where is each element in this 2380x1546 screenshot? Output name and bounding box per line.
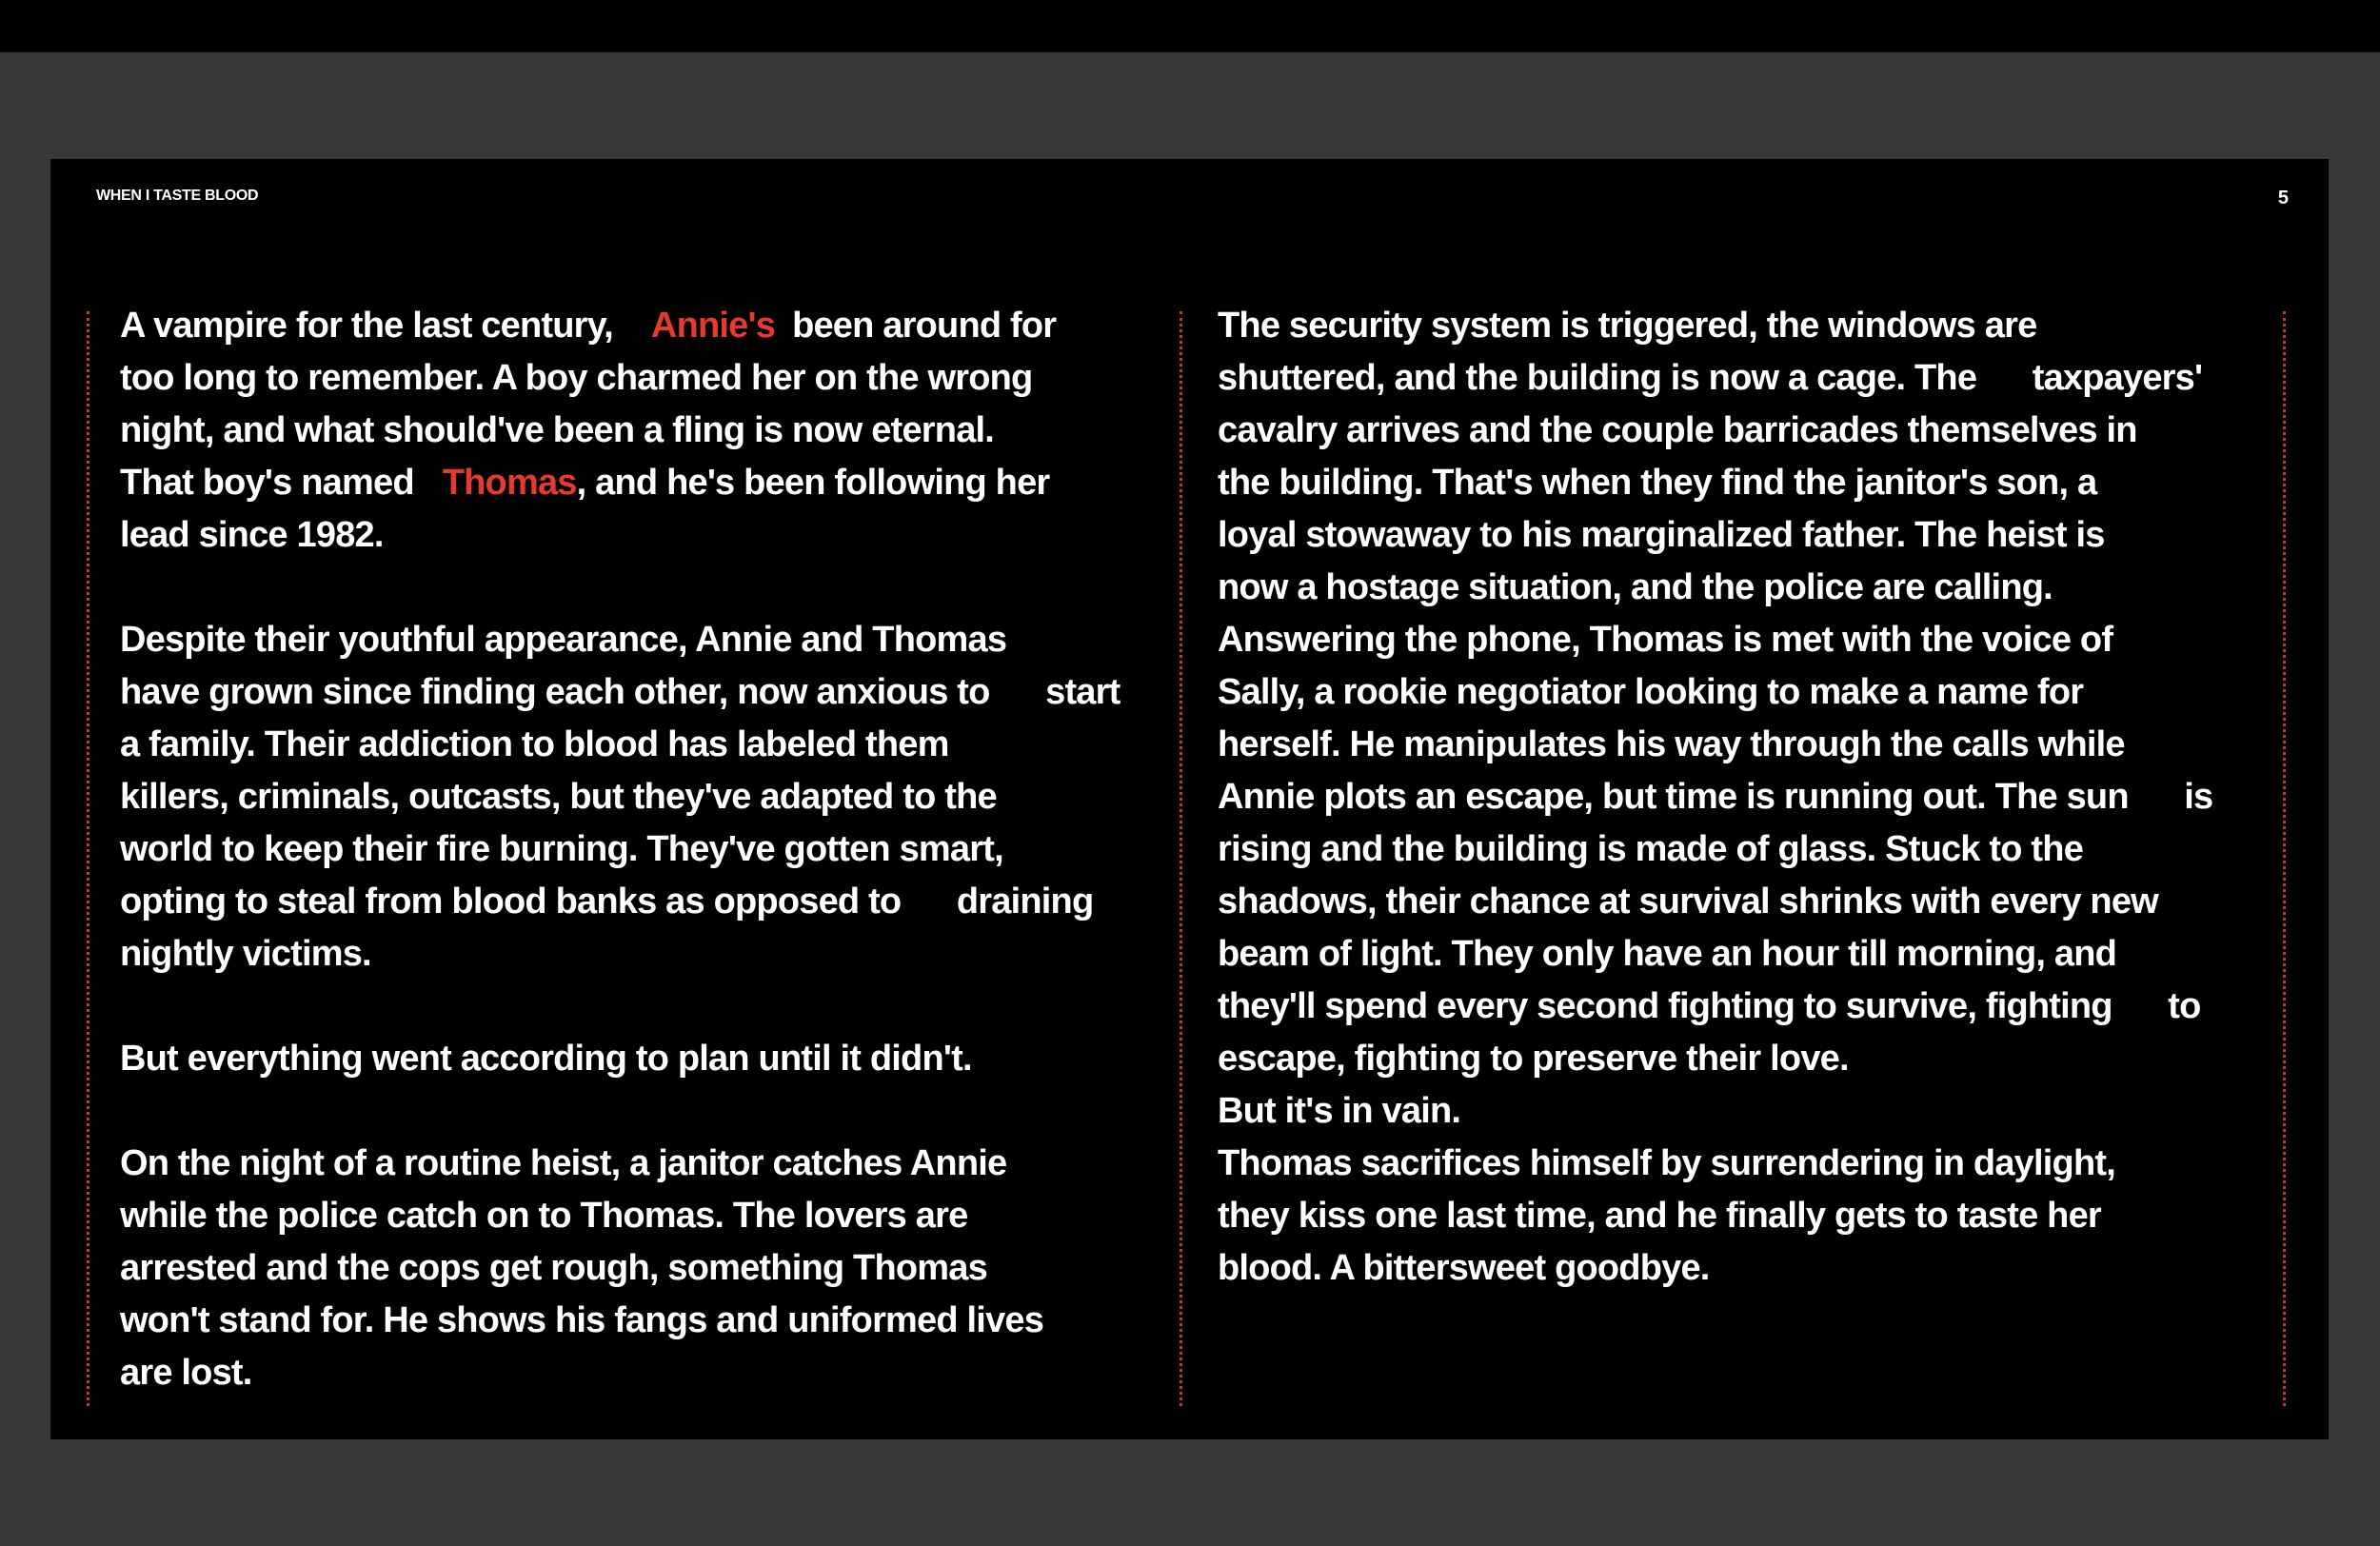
paragraph-plan <box>120 1033 1167 1085</box>
highlight-thomas: Thomas <box>442 463 577 503</box>
top-bar <box>0 0 2380 52</box>
text-line: now a hostage situation, and the police are calling. <box>1218 567 2053 607</box>
text-run: That boy's named <box>120 463 414 503</box>
text-run: , and he's been following her <box>576 463 1050 503</box>
text-line: Sally, a rookie negotiator looking to make a name for <box>1218 672 2084 712</box>
text-line: opting to steal from blood banks as opposed to draining <box>120 882 1094 922</box>
text-line: night, and what should've been a fling is now eternal. <box>120 410 995 450</box>
text-line: they kiss one last time, and he finally gets to taste her <box>1218 1196 2101 1236</box>
text-line: they'll spend every second fighting to survive, fighting to <box>1218 986 2201 1026</box>
paragraph-siege <box>1218 300 2284 1295</box>
page-number: 5 <box>2277 188 2289 208</box>
text-line: Answering the phone, Thomas is met with the voice of <box>1218 620 2113 660</box>
text-line: On the night of a routine heist, a janitor catches Annie <box>120 1143 1007 1183</box>
dotted-rule-middle <box>1180 311 1182 1406</box>
text-line: Annie plots an escape, but time is running out. The sun is <box>1218 777 2213 817</box>
text-line: beam of light. They only have an hour till morning, and <box>1218 934 2117 974</box>
right-column <box>1218 300 2284 1295</box>
text-line: shuttered, and the building is now a cage. The taxpayers' <box>1218 358 2203 398</box>
text-line: while the police catch on to Thomas. The lovers are <box>120 1196 968 1236</box>
text-line: herself. He manipulates his way through the calls while <box>1218 724 2125 764</box>
text-line <box>120 300 1167 352</box>
text-line: have grown since finding each other, now anxious to start <box>120 672 1121 712</box>
text-line: rising and the building is made of glass. Stuck to the <box>1218 829 2084 869</box>
paragraph-appearance <box>120 614 1167 981</box>
left-column <box>120 300 1167 1399</box>
text-line: won't stand for. He shows his fangs and uniformed lives <box>120 1300 1044 1340</box>
text-line: too long to remember. A boy charmed her on the wrong <box>120 358 1033 398</box>
text-line: arrested and the cops get rough, something Thomas <box>120 1248 987 1288</box>
text-line: The security system is triggered, the windows are <box>1218 306 2037 346</box>
text-line: the building. That's when they find the janitor's son, a <box>1218 463 2097 503</box>
text-line: blood. A bittersweet goodbye. <box>1218 1248 1710 1288</box>
text-line <box>120 457 1167 509</box>
text-line: world to keep their fire burning. They've gotten smart, <box>120 829 1003 869</box>
paragraph-heist <box>120 1138 1167 1399</box>
book-page <box>50 159 2329 1439</box>
text-line: are lost. <box>120 1353 252 1393</box>
text-line: But everything went according to plan until it didn't. <box>120 1039 972 1079</box>
text-line: nightly victims. <box>120 934 371 974</box>
text-run: A vampire for the last century, <box>120 306 613 346</box>
text-line: shadows, their chance at survival shrinks with every new <box>1218 882 2158 922</box>
highlight-annie: Annie's <box>650 306 776 346</box>
text-line: a family. Their addiction to blood has labeled them <box>120 724 949 764</box>
dotted-rule-left <box>87 311 89 1406</box>
text-line: But it's in vain. <box>1218 1091 1461 1131</box>
text-line: escape, fighting to preserve their love. <box>1218 1039 1849 1079</box>
text-line: lead since 1982. <box>120 515 384 555</box>
running-title: WHEN I TASTE BLOOD <box>96 188 259 204</box>
text-run: been around for <box>792 306 1057 346</box>
text-line: Despite their youthful appearance, Annie and Thomas <box>120 620 1007 660</box>
text-line: loyal stowaway to his marginalized father. The heist is <box>1218 515 2105 555</box>
paragraph-intro <box>120 300 1167 562</box>
text-line: Thomas sacrifices himself by surrendering in daylight, <box>1218 1143 2115 1183</box>
text-line: cavalry arrives and the couple barricades themselves in <box>1218 410 2137 450</box>
text-line: killers, criminals, outcasts, but they've adapted to the <box>120 777 997 817</box>
